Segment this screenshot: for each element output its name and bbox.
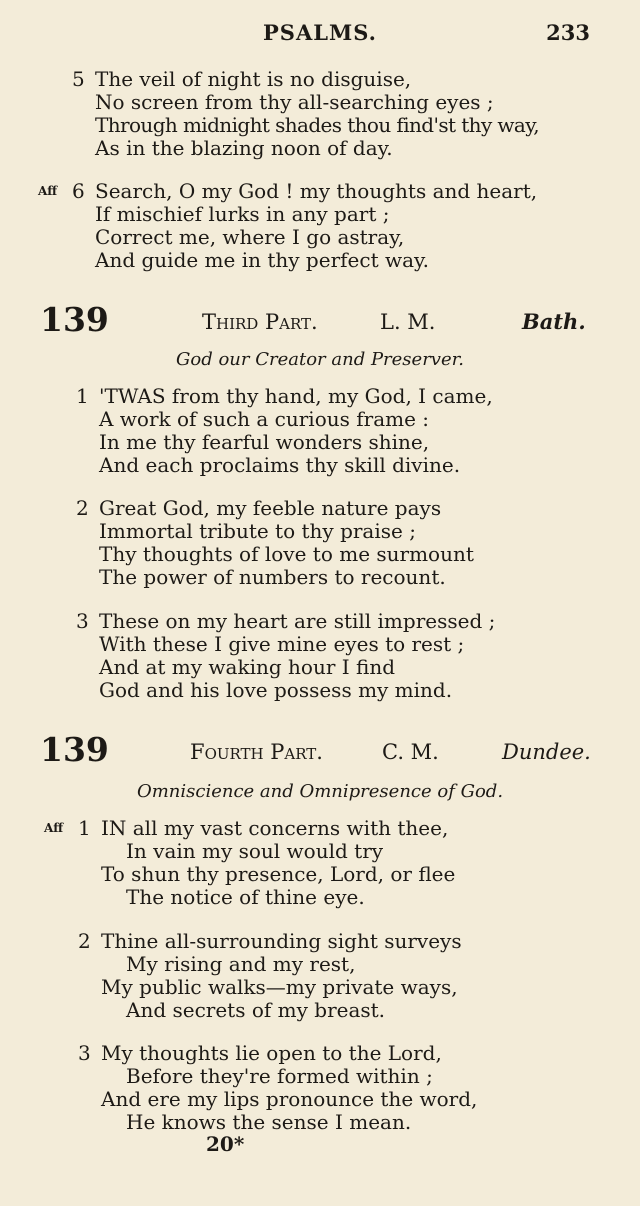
verse-line: As in the blazing noon of day. bbox=[95, 136, 393, 160]
hymn-subtitle: God our Creator and Preserver. bbox=[176, 349, 464, 370]
verse-line: Immortal tribute to thy praise ; bbox=[99, 519, 416, 543]
verse-line: The power of numbers to recount. bbox=[99, 565, 446, 589]
verse-line: Through midnight shades thou find'st thy way, bbox=[95, 113, 540, 137]
verse-line: Before they're formed within ; bbox=[126, 1064, 433, 1088]
verse-line: Thine all-surrounding sight surveys bbox=[101, 929, 462, 953]
page-header bbox=[0, 18, 640, 50]
stanza-number: 1 bbox=[78, 816, 91, 840]
verse-line: No screen from thy all-searching eyes ; bbox=[95, 90, 494, 114]
verse-line: To shun thy presence, Lord, or flee bbox=[101, 862, 456, 886]
stanza-number: 6 bbox=[72, 179, 85, 203]
tune-name: Dundee. bbox=[502, 740, 591, 764]
verse-line: My rising and my rest, bbox=[126, 952, 356, 976]
verse-line: In me thy fearful wonders shine, bbox=[99, 430, 430, 454]
stanza-number: 3 bbox=[78, 1041, 91, 1065]
verse-line: If mischief lurks in any part ; bbox=[95, 202, 390, 226]
part-title: Fourth Part. bbox=[190, 740, 323, 764]
verse-line: Search, O my God ! my thoughts and heart, bbox=[95, 179, 538, 203]
verse-line: 'TWAS from thy hand, my God, I came, bbox=[99, 384, 493, 408]
tune-name: Bath. bbox=[522, 309, 586, 334]
verse-line: And each proclaims thy skill divine. bbox=[99, 453, 461, 477]
hymn-subtitle: Omniscience and Omnipresence of God. bbox=[136, 781, 504, 802]
part-title: Third Part. bbox=[202, 310, 318, 334]
verse-line: My thoughts lie open to the Lord, bbox=[101, 1041, 442, 1065]
verse-line: IN all my vast concerns with thee, bbox=[101, 816, 449, 840]
hymn-header-fourth-part bbox=[0, 730, 640, 774]
verse-line: And ere my lips pronounce the word, bbox=[101, 1087, 478, 1111]
stanza-number: 5 bbox=[72, 67, 85, 91]
hymn-number: 139 bbox=[40, 300, 109, 339]
verse-line: And guide me in thy perfect way. bbox=[95, 248, 430, 272]
hymn-header-third-part bbox=[0, 300, 640, 344]
verse-line: Thy thoughts of love to me surmount bbox=[99, 542, 474, 566]
verse-line: The veil of night is no disguise, bbox=[95, 67, 412, 91]
running-title: PSALMS. bbox=[263, 20, 377, 45]
verse-line: God and his love possess my mind. bbox=[99, 678, 453, 702]
meter: L. M. bbox=[380, 310, 436, 334]
verse-line: The notice of thine eye. bbox=[126, 885, 365, 909]
aff-marker: Aff bbox=[44, 821, 64, 835]
verse-line: These on my heart are still impressed ; bbox=[99, 609, 496, 633]
signature-mark: 20* bbox=[206, 1132, 245, 1156]
verse-line: And at my waking hour I find bbox=[99, 655, 396, 679]
verse-line: My public walks—my private ways, bbox=[101, 975, 458, 999]
verse-line: With these I give mine eyes to rest ; bbox=[99, 632, 465, 656]
meter: C. M. bbox=[382, 740, 439, 764]
page-number: 233 bbox=[546, 20, 590, 45]
stanza-number: 2 bbox=[76, 496, 89, 520]
stanza-number: 3 bbox=[76, 609, 89, 633]
verse-line: He knows the sense I mean. bbox=[126, 1110, 412, 1134]
verse-line: And secrets of my breast. bbox=[126, 998, 386, 1022]
verse-line: Correct me, where I go astray, bbox=[95, 225, 405, 249]
verse-line: A work of such a curious frame : bbox=[99, 407, 430, 431]
hymn-number: 139 bbox=[40, 730, 109, 769]
verse-line: In vain my soul would try bbox=[126, 839, 384, 863]
aff-marker: Aff bbox=[38, 184, 58, 198]
stanza-number: 2 bbox=[78, 929, 91, 953]
stanza-number: 1 bbox=[76, 384, 89, 408]
verse-line: Great God, my feeble nature pays bbox=[99, 496, 442, 520]
